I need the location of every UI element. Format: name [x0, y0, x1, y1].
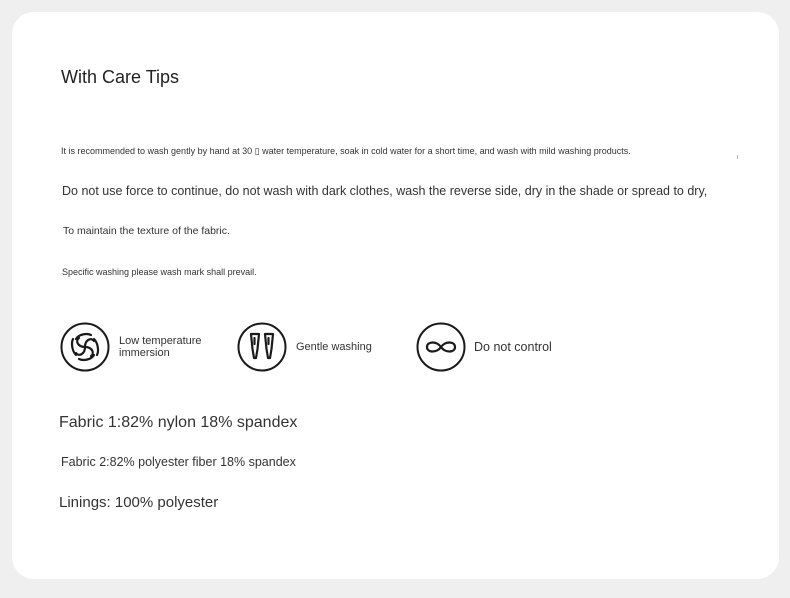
do-not-control-icon: [416, 322, 466, 372]
care-item-gentle-washing: [237, 322, 372, 372]
care-item-label: Do not control: [474, 340, 552, 354]
care-instruction-line: It is recommended to wash gently by hand at 30 ▯ water temperature, soak in cold water for a short time, and wash with mild washing products.: [61, 146, 631, 156]
care-instruction-line: Specific washing please wash mark shall prevail.: [62, 267, 257, 277]
care-instruction-line: Do not use force to continue, do not wash with dark clothes, wash the reverse side, dry in the shade or spread to dry,: [62, 184, 708, 198]
decorative-mark: [737, 155, 738, 159]
care-item-low-temperature: [60, 322, 209, 372]
care-item-label: Gentle washing: [296, 341, 372, 353]
low-temperature-immersion-icon: [60, 322, 110, 372]
page-title: With Care Tips: [61, 67, 180, 87]
care-item-label: Low temperature immersion: [119, 335, 202, 359]
gentle-washing-icon: [237, 322, 287, 372]
care-item-do-not-control: [416, 322, 552, 372]
lining-composition-line: Linings: 100% polyester: [59, 494, 219, 511]
fabric-composition-line: Fabric 1:82% nylon 18% spandex: [59, 414, 298, 431]
care-instruction-line: To maintain the texture of the fabric.: [63, 225, 230, 237]
fabric-composition-line: Fabric 2:82% polyester fiber 18% spandex: [61, 455, 296, 469]
